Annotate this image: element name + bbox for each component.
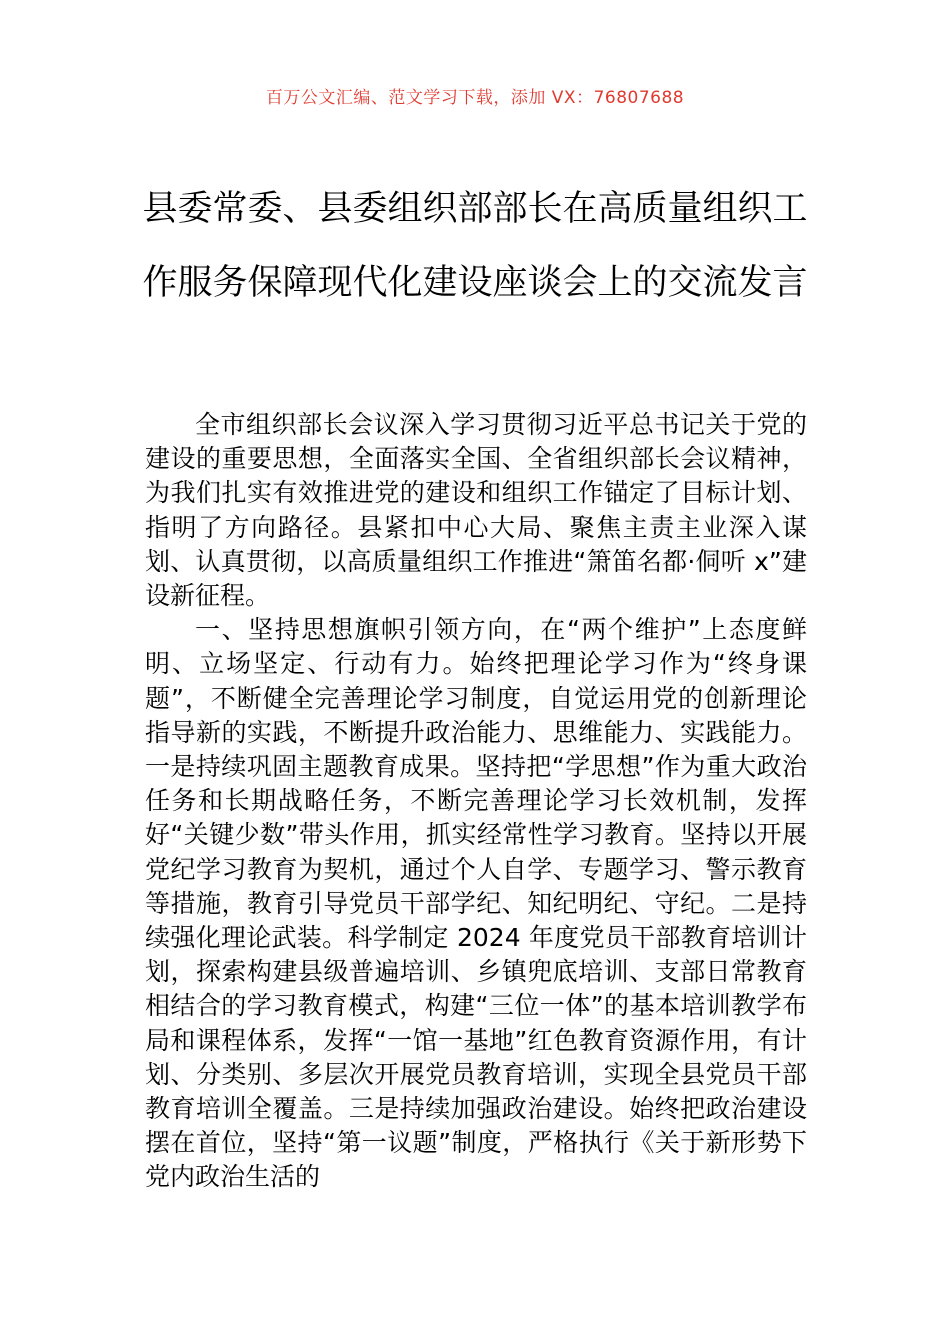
paragraph-section-one: 一、坚持思想旗帜引领方向，在“两个维护”上态度鲜明、立场坚定、行动有力。始终把理论学习作为“终身课题”，不断健全完善理论学习制度，自觉运用党的创新理论指导新的实践，不断提升政治能力、思维能力、实践能力。一是持续巩固主题教育成果。坚持把“学思想”作为重大政治任务和长期战略任务，不断完善理论学习长效机制，发挥好“关键少数”带头作用，抓实经常性学习教育。坚持以开展党纪学习教育为契机，通过个人自学、专题学习、警示教育等措施，教育引导党员干部学纪、知纪明纪、守纪。二是持续强化理论武装。科学制定 2024 年度党员干部教育培训计划，探索构建县级普遍培训、乡镇兜底培训、支部日常教育相结合的学习教育模式，构建“三位一体”的基本培训教学布局和课程体系，发挥“一馆一基地”红色教育资源作用，有计划、分类别、多层次开展党员教育培训，实现全县党员干部教育培训全覆盖。三是持续加强政治建设。始终把政治建设摆在首位，坚持“第一议题”制度，严格执行《关于新形势下党内政治生活的: [145, 615, 807, 1192]
page-title: 县委常委、县委组织部部长在高质量组织工作服务保障现代化建设座谈会上的交流发言: [142, 189, 808, 303]
download-notice: 百万公文汇编、范文学习下载，添加 VX：76807688: [265, 88, 685, 108]
paragraph-intro: 全市组织部长会议深入学习贯彻习近平总书记关于党的建设的重要思想，全面落实全国、全省组织部长会议精神，为我们扎实有效推进党的建设和组织工作锚定了目标计划、指明了方向路径。县紧扣中心大局、聚焦主责主业深入谋划、认真贯彻，以高质量组织工作推进“箫笛名都·侗听 x”建设新征程。: [145, 410, 807, 611]
document-body: [145, 408, 807, 1195]
